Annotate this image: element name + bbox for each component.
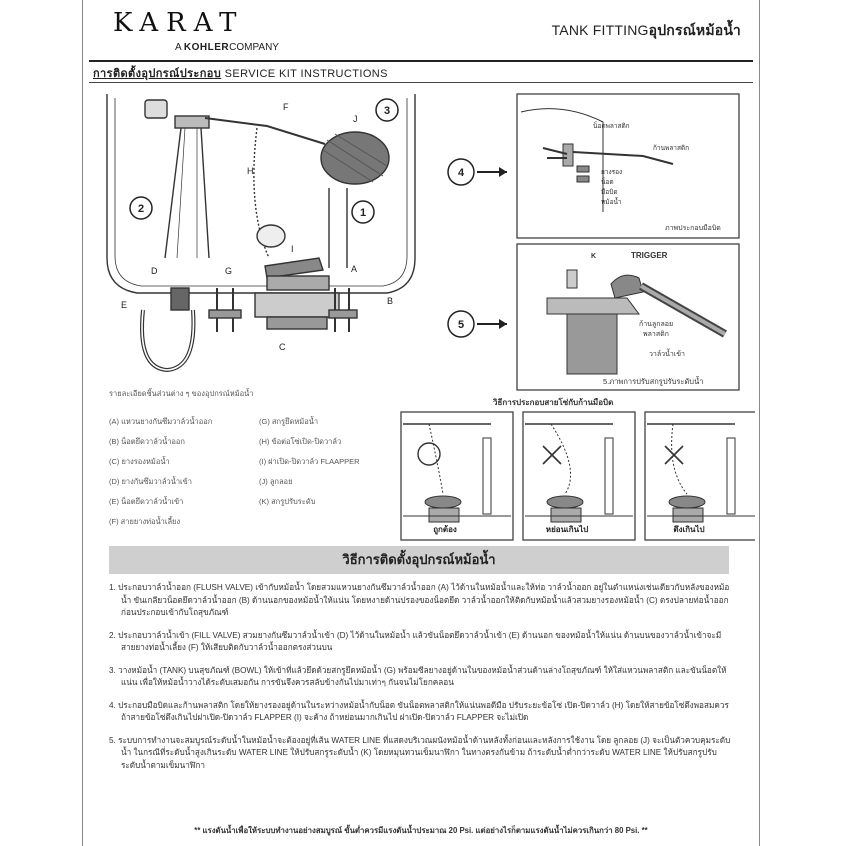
- chain-section-title: วิธีการประกอบสายโซ่กับก้านมือบิด: [493, 398, 614, 407]
- chain-panel-label: ตึงเกินไป: [673, 525, 705, 534]
- parts-list-item: (K) สกรูปรับระดับ: [259, 497, 316, 506]
- part-letter-j: J: [353, 114, 358, 124]
- parts-list-item: (D) ยางกันซึมวาล์วน้ำเข้า: [109, 477, 192, 486]
- callout-3: 3: [383, 105, 391, 117]
- fig4-label-tank: หม้อน้ำ: [601, 199, 622, 206]
- parts-list-item: (B) น็อตยึดวาล์วน้ำออก: [109, 437, 185, 446]
- parts-list-item: (I) ฝาเปิด-ปิดวาล์ว FLAAPPER: [259, 457, 360, 466]
- chain-panel: [401, 412, 513, 540]
- handle-assembly-figure: [443, 92, 743, 240]
- part-letter-a: A: [351, 264, 358, 274]
- figure-4-number: 4: [457, 167, 465, 179]
- fig4-label-plastic-nut: น็อตพลาสติก: [593, 123, 630, 130]
- instruction-sheet: [82, 0, 760, 846]
- chain-panel: [645, 412, 755, 540]
- part-letter-d: D: [151, 266, 158, 276]
- install-step-4: 4. ประกอบมือบิดและก้านพลาสติก โดยให้ยางรองอยู่ด้านในระหว่างหม้อน้ำกับน็อต ขันน็อตพลาสติกให้แน่นพอดีมือ ปรับระยะข้อโซ่ เปิด-ปิดวาล์ว (H) โดยให้สายข้อโซ่ตึงพอสมควร ถ้าสายข้อโซ่ตึงเกินไปฝาเปิด-ปิดวาล์ว FLAPPER (I) จะค้าง ถ้าหย่อนมากเกินไป ฝาเปิด-ปิดวาล์ว FLAPPER จะไม่เปิด: [109, 700, 729, 722]
- parts-list-item: (J) ลูกลอย: [259, 477, 293, 486]
- fig5-label-trigger: TRIGGER: [631, 251, 668, 260]
- parts-list-item: (A) แหวนยางกันซึมวาล์วน้ำออก: [109, 417, 213, 426]
- kohler-wordmark: KOHLER: [183, 42, 230, 53]
- parts-list-right: [259, 418, 409, 518]
- figure-5-number: 5: [457, 319, 465, 331]
- part-letter-h: H: [247, 166, 254, 176]
- callout-2: 2: [137, 203, 145, 215]
- parts-list-item: (E) น็อตยึดวาล์วน้ำเข้า: [109, 497, 184, 506]
- kohler-company-tagline: A KOHLERCOMPANY: [175, 42, 279, 53]
- install-step-3: 3. วางหม้อน้ำ (TANK) บนสุขภัณฑ์ (BOWL) ให้เข้าที่แล้วยึดด้วยสกรูยึดหม้อน้ำ (G) พร้อมซีลยางอยู่ด้านในของหม้อน้ำส่วนด้านล่างโถสุขภัณฑ์ ให้ใส่แหวนพลาสติก และขันน็อตให้แน่น เพื่อให้หม้อน้ำวางได้ระดับเสมอกัน การขันจึงควรสลับข้างกันไปมาเท่าๆ กันจนไม่โยกคลอน: [109, 665, 727, 687]
- parts-list-item: (C) ยางรองหม้อน้ำ: [109, 457, 170, 466]
- part-letter-g: G: [225, 266, 233, 276]
- fig5-label-float-rod: ก้านลูกลอย: [639, 321, 674, 328]
- chain-panel-label: ถูกต้อง: [433, 525, 457, 534]
- water-pressure-note: ** แรงดันน้ำเพื่อให้ระบบทำงานอย่างสมบูรณ์ ขั้นต่ำควรมีแรงดันน้ำประมาณ 20 Psi. แต่อย่างไรก็ตามแรงดันน้ำไม่ควรเกินกว่า 80 Psi. **: [194, 826, 648, 835]
- part-letter-e: E: [121, 300, 128, 310]
- part-letter-i: I: [291, 244, 294, 254]
- install-step-5: 5. ระบบการทำงานจะสมบูรณ์ระดับน้ำในหม้อน้ำจะต้องอยู่ที่เส้น WATER LINE ที่แสดงบริเวณผนังหม้อน้ำด้านหลังทั้งก่อนและหลังการใช้งาน โดย ลูกลอย (J) จะเป็นตัวควบคุมระดับน้ำ ในกรณีที่ระดับน้ำสูงเกินระดับ WATER LINE ให้ปรับสกรูระดับน้ำ (K) โดยหมุนทวนเข็มนาฬิกา ในทางตรงกันข้าม ถ้าระดับน้ำต่ำกว่าระดับ WATER LINE ให้ปรับสกรูปรับระดับน้ำตามเข็มนาฬิกา: [109, 735, 731, 770]
- parts-list-item: (G) สกรูยึดหม้อน้ำ: [259, 417, 319, 426]
- document-subtitle: การติดตั้งอุปกรณ์ประกอบ SERVICE KIT INSTRUCTIONS: [93, 68, 388, 80]
- parts-caption: รายละเอียดชิ้นส่วนต่าง ๆ ของอุปกรณ์หม้อน้ำ: [109, 389, 254, 398]
- fig4-label-plastic-rod: ก้านพลาสติก: [653, 145, 690, 152]
- parts-list-left: [109, 418, 259, 538]
- chain-adjustment-figure: [399, 410, 755, 544]
- install-step-1: 1. ประกอบวาล์วน้ำออก (FLUSH VALVE) เข้ากับหม้อน้ำ โดยสวมแหวนยางกันซึมวาล์วน้ำออก (A) ไว้ด้านในหม้อน้ำและให้ท่อ วาล์วน้ำออก อยู่ในตำแหน่งเช่นเดียวกับหลังของหม้อน้ำ ขันเกลียวน็อตยึดวาล์วน้ำออก (B) ด้านนอกของหม้อน้ำให้แน่น โดยหงายด้านปรองของน็อตยึด วาล์วน้ำออกให้ติดกับหม้อน้ำแล้วสวมยางรองหม้อน้ำ (C) ตรงปลายท่อน้ำออกก่อนประกอบเข้ากับโถสุขภัณฑ์: [109, 583, 730, 617]
- parts-list-item: (H) ข้อต่อโซ่เปิด-ปิดวาล์ว: [259, 437, 342, 446]
- karat-logo: KARAT: [113, 8, 245, 38]
- part-letter-b: B: [387, 296, 394, 306]
- fig4-label-nut: น็อต: [601, 179, 614, 186]
- part-letter-f: F: [283, 102, 289, 112]
- install-steps: [109, 582, 733, 782]
- install-section-title: วิธีการติดตั้งอุปกรณ์หม้อน้ำ: [109, 546, 729, 574]
- fig4-label-handle: มือบิด: [601, 189, 618, 196]
- header-divider: [89, 60, 753, 62]
- subtitle-divider: [89, 82, 753, 83]
- part-letter-c: C: [279, 342, 286, 352]
- install-step-2: 2. ประกอบวาล์วน้ำเข้า (FILL VALVE) สวมยางกันซึมวาล์วน้ำเข้า (D) ไว้ด้านในหม้อน้ำ แล้วขันน็อตยึดวาล์วน้ำเข้า (E) ด้านนอก ของหม้อน้ำให้แน่น ด้านบนของวาล์วน้ำเข้าจะมีสายยางท่อน้ำเลี้ยง (F) ให้เสียบติดกับวาล์วน้ำออกตรงส่วนบน: [109, 630, 722, 652]
- tank-assembly-diagram: [97, 88, 427, 388]
- fig5-label-plastic: พลาสติก: [643, 331, 669, 338]
- fig5-label-k: K: [591, 253, 597, 260]
- water-level-adjustment-figure: [443, 242, 743, 392]
- fig4-caption: ภาพประกอบมือบิด: [665, 225, 721, 232]
- chain-panel: [523, 412, 635, 540]
- fig5-caption: 5.ภาพการปรับสกรูปรับระดับน้ำ: [603, 377, 704, 386]
- fig4-label-washer: ยางรอง: [601, 169, 623, 176]
- parts-list-item: (F) สายยางท่อน้ำเลี้ยง: [109, 517, 181, 526]
- chain-panel-label: หย่อนเกินไป: [545, 525, 589, 534]
- document-title: TANK FITTINGอุปกรณ์หม้อน้ำ: [551, 22, 741, 38]
- fig5-label-fill-valve: วาล์วน้ำเข้า: [649, 351, 685, 358]
- callout-1: 1: [359, 207, 367, 219]
